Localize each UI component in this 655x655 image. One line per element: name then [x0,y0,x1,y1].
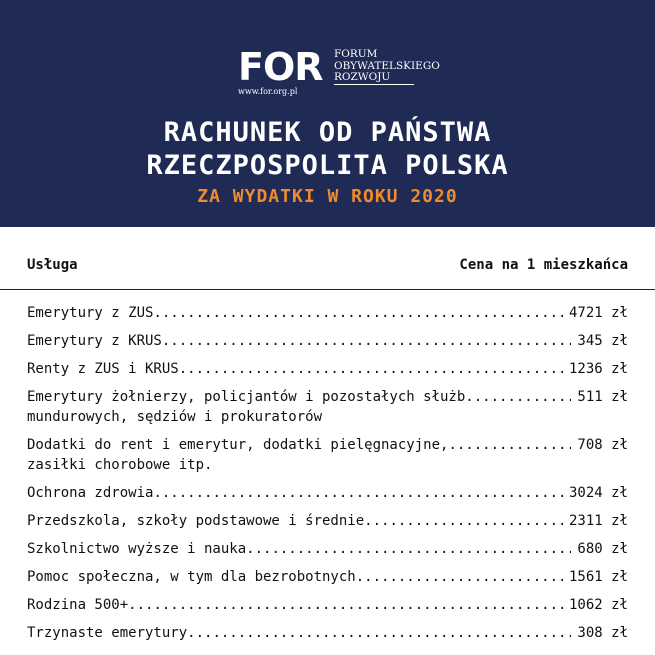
logo-line: FORUM [334,48,378,60]
row-label-continuation: mundurowych, sędziów i prokuratorów [27,409,323,425]
row-price: 1561 zł [568,569,628,585]
dot-leader [162,331,572,351]
dot-leader [153,303,563,323]
row-label: Ochrona zdrowia [27,485,154,501]
dot-leader [356,567,563,587]
bill-row [27,623,628,643]
row-price: 3024 zł [568,485,628,501]
logo-line: ROZWOJU [334,71,391,83]
row-price: 308 zł [577,625,628,641]
bill-list [27,303,628,651]
bill-row [27,387,628,427]
dot-leader [448,435,571,455]
logo-mark: FOR [238,45,323,89]
bill-row [27,567,628,587]
dot-leader [128,595,563,615]
row-price: 4721 zł [568,305,628,321]
dot-leader [246,539,571,559]
row-label: Emerytury z KRUS [27,333,162,349]
row-label: Emerytury żołnierzy, policjantów i pozostałych służb [27,389,466,405]
header-divider [0,289,655,290]
dot-leader [153,483,563,503]
column-header-service: Usługa [27,257,78,273]
row-label: Renty z ZUS i KRUS [27,361,179,377]
bill-row [27,483,628,503]
row-label: Emerytury z ZUS [27,305,154,321]
row-label: Trzynaste emerytury [27,625,188,641]
row-label: Pomoc społeczna, w tym dla bezrobotnych [27,569,356,585]
row-price: 511 zł [577,389,628,405]
dot-leader [179,359,563,379]
bill-row [27,331,628,351]
row-price: 1236 zł [568,361,628,377]
bill-row [27,511,628,531]
for-logo [238,45,440,96]
row-price: 708 zł [577,437,628,453]
row-label: Rodzina 500+ [27,597,129,613]
page-title-line1: RACHUNEK OD PAŃSTWA [163,117,492,148]
dot-leader [465,387,571,407]
logo-text [334,49,440,84]
bill-row [27,435,628,475]
logo-divider [334,84,414,85]
row-price: 680 zł [577,541,628,557]
row-label: Przedszkola, szkoły podstawowe i średnie [27,513,365,529]
bill-row [27,595,628,615]
row-price: 345 zł [577,333,628,349]
page-subtitle: ZA WYDATKI W ROKU 2020 [197,186,458,207]
bill-row [27,303,628,323]
dot-leader [364,511,563,531]
row-price: 2311 zł [568,513,628,529]
bill-row [27,539,628,559]
row-label: Szkolnictwo wyższe i nauka [27,541,247,557]
logo-url: www.for.org.pl [238,87,298,96]
header-banner [0,0,655,227]
row-price: 1062 zł [568,597,628,613]
logo-line: OBYWATELSKIEGO [334,59,440,72]
dot-leader [187,623,571,643]
bill-row [27,359,628,379]
row-label: Dodatki do rent i emerytur, dodatki pielęgnacyjne, [27,437,449,453]
row-label-continuation: zasiłki chorobowe itp. [27,457,213,473]
page-title-line2: RZECZPOSPOLITA POLSKA [146,150,509,181]
column-header-price: Cena na 1 mieszkańca [459,257,628,273]
